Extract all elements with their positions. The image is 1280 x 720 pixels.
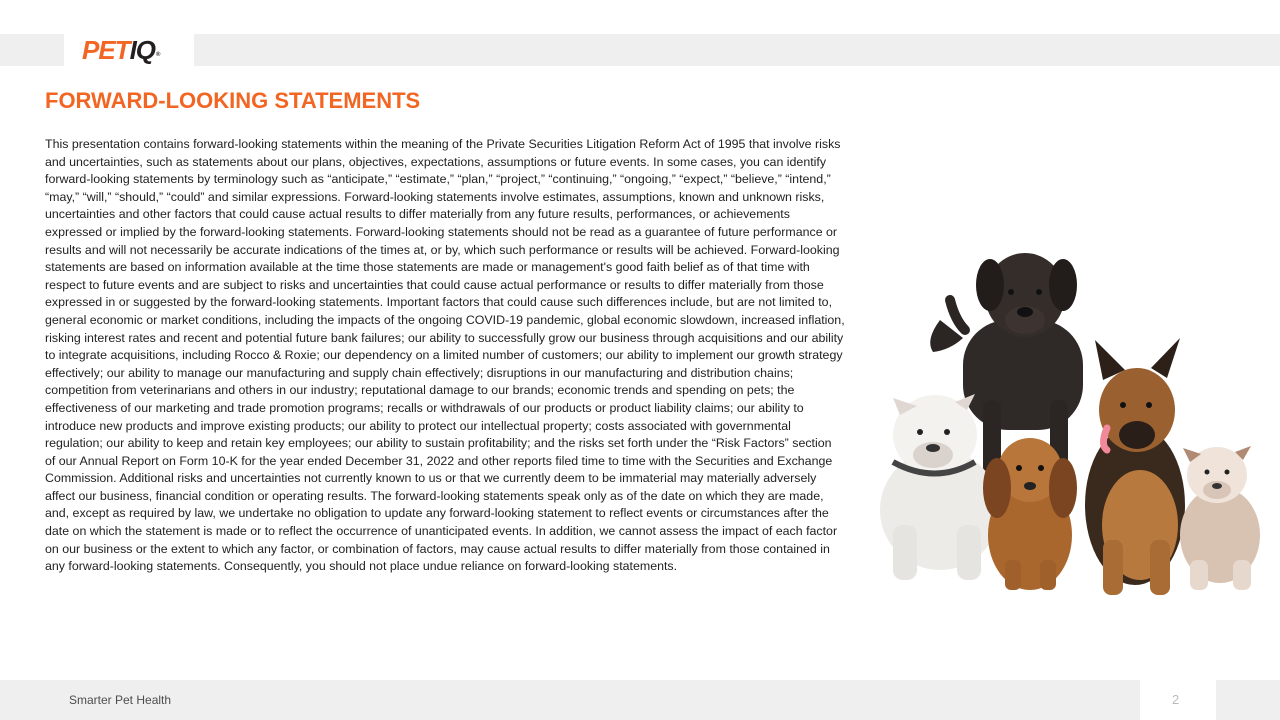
- german-shepherd-puppy-image: [1085, 338, 1185, 595]
- petiq-logo: [82, 36, 159, 64]
- dachshund-puppy-image: [983, 438, 1077, 590]
- page-number: 2: [1172, 692, 1180, 707]
- disclaimer-body: This presentation contains forward-looking statements within the meaning of the Private Securities Litigation Reform Act of 1995 that involve risks and uncertainties, such as statements about our plans, objectives, expectations, assumptions or future events. In some cases, you can identify forward-looking statements by terminology such as “anticipate,” “estimate,” “plan,” “project,” “continuing,” “ongoing,” “expect,” “believe,” “intend,” “may,” “will,” “should,” “could” and similar expressions. Forward-looking statements involve estimates, assumptions, known and unknown risks, uncertainties and other factors that could cause actual results to differ materially from any future results, performances, or achievements expressed or implied by the forward-looking statements. Forward-looking statements should not be read as a guarantee of future performance or results and will not necessarily be accurate indications of the times at, or by, which such performance or results will be achieved. Forward-looking statements are based on information available at the time those statements are made or management's good faith belief as of that time with respect to future events and are subject to risks and uncertainties that could cause actual performance or results to differ materially from those expressed in or suggested by the forward-looking statements. Important factors that could cause such differences include, but are not limited to, general economic or market conditions, including the impacts of the ongoing COVID-19 pandemic, global economic slowdown, increased inflation, risking interest rates and recent and potential future bank failures; our ability to successfully grow our business through acquisitions and our ability to integrate acquisitions, including Rocco & Roxie; our dependency on a limited number of customers; our ability to implement our growth strategy effectively; our ability to manage our manufacturing and supply chain effectively; disruptions in our manufacturing and distribution chains; competition from veterinarians and others in our industry; reputational damage to our brands; economic trends and spending on pets; the effectiveness of our marketing and trade promotion programs; recalls or withdrawals of our products or product liability claims; our ability to introduce new products and improve existing products; our ability to protect our intellectual property; costs associated with governmental regulation; our ability to keep and retain key employees; our ability to sustain profitability; and the risks set forth under the “Risk Factors” section of our Annual Report on Form 10-K for the year ended December 31, 2022 and other reports filed time to time with the Securities and Exchange Commission. Additional risks and uncertainties not currently known to us or that we currently deem to be immaterial may materially adversely affect our business, financial condition or operating results. The forward-looking statements speak only as of the date on which they are made, and, except as required by law, we undertake no obligation to update any forward-looking statement to reflect events or circumstances after the date on which the statement is made or to reflect the occurrence of unanticipated events. In addition, we cannot assess the impact of each factor on our business or the extent to which any factor, or combination of factors, may cause actual results to differ materially from those contained in any forward-looking statements. Consequently, you should not place undue reliance on forward-looking statements.: [45, 137, 845, 574]
- logo-pet-text: PET: [82, 34, 130, 65]
- logo-trademark: ®: [156, 52, 160, 58]
- footer-tagline: Smarter Pet Health: [69, 693, 172, 707]
- puppies-illustration: [845, 240, 1275, 610]
- footer-corner-band: [1216, 680, 1280, 720]
- slide-title: FORWARD-LOOKING STATEMENTS: [45, 88, 421, 113]
- small-bulldog-puppy-image: [1180, 446, 1260, 590]
- logo-iq-text: IQ: [129, 34, 156, 65]
- bulldog-puppy-image: [880, 394, 1000, 580]
